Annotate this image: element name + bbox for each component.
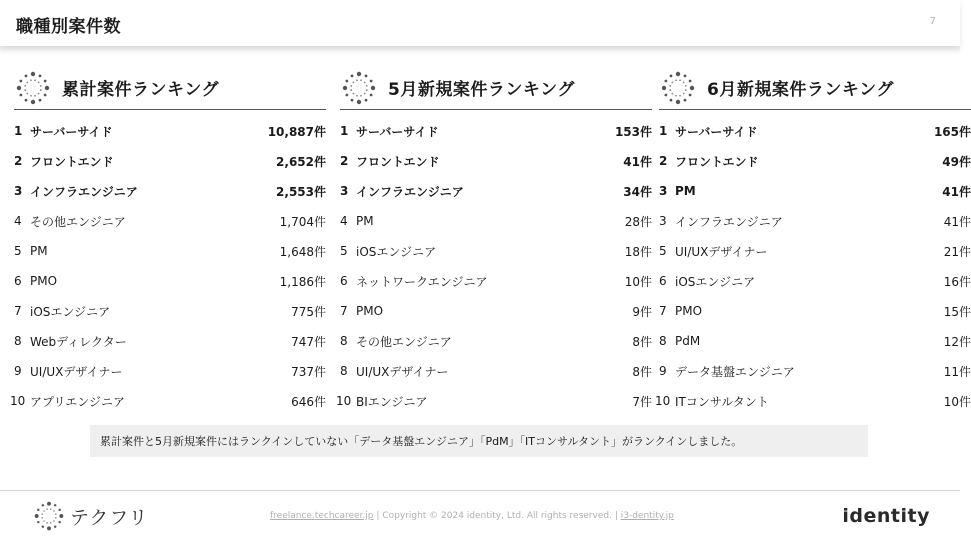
table-row xyxy=(10,386,326,416)
column-heading xyxy=(14,66,326,110)
table-row xyxy=(659,206,971,236)
copyright-text: Copyright © 2024 identity, Ltd. All rights reserved. xyxy=(382,511,612,521)
column-heading-text: 6月新規案件ランキング xyxy=(707,80,894,100)
rank-number: 8 xyxy=(14,334,22,348)
footer-link-techfree[interactable]: freelance.techcareer.jp xyxy=(270,511,374,521)
table-row xyxy=(340,206,652,236)
table-row xyxy=(655,386,971,416)
job-category: インフラエンジニア xyxy=(356,184,464,199)
rank-number: 2 xyxy=(659,154,668,168)
table-row xyxy=(14,176,326,206)
job-category: UI/UXデザイナー xyxy=(30,364,123,379)
ranking-list xyxy=(336,116,652,416)
case-count: 2,553件 xyxy=(276,184,326,199)
rank-number: 7 xyxy=(14,304,22,318)
job-category: UI/UXデザイナー xyxy=(356,364,449,379)
table-row xyxy=(14,206,326,236)
table-row xyxy=(340,116,652,146)
case-count: 21件 xyxy=(943,244,971,259)
rank-number: 5 xyxy=(659,244,667,258)
job-category: フロントエンド xyxy=(356,154,440,169)
case-count: 646件 xyxy=(291,394,326,409)
rank-number: 8 xyxy=(340,364,348,378)
header-shadow-band xyxy=(0,46,960,54)
footer-separator: | xyxy=(376,511,380,521)
dotted-circle-logo-icon xyxy=(16,71,50,105)
job-category: ネットワークエンジニア xyxy=(356,274,488,289)
rank-number: 9 xyxy=(659,364,667,378)
table-row xyxy=(14,236,326,266)
table-row xyxy=(659,266,971,296)
rank-number: 2 xyxy=(14,154,23,168)
case-count: 9件 xyxy=(632,304,652,319)
rank-number: 4 xyxy=(14,214,22,228)
case-count: 11件 xyxy=(943,364,971,379)
case-count: 16件 xyxy=(943,274,971,289)
case-count: 1,186件 xyxy=(279,274,326,289)
case-count: 12件 xyxy=(943,334,971,349)
table-row xyxy=(336,386,652,416)
job-category: PM xyxy=(675,184,696,198)
rank-number: 5 xyxy=(14,244,22,258)
footer-brand[interactable] xyxy=(34,501,148,531)
job-category: PM xyxy=(30,244,48,258)
case-count: 737件 xyxy=(291,364,326,379)
slide-header xyxy=(0,0,960,46)
note-box: 累計案件と5月新規案件にはランクインしていない「データ基盤エンジニア」「PdM」「ITコンサルタント」がランクインしました。 xyxy=(90,425,868,457)
job-category: PMO xyxy=(675,304,703,318)
table-row xyxy=(14,296,326,326)
job-category: アプリエンジニア xyxy=(30,394,125,409)
table-row xyxy=(14,116,326,146)
case-count: 165件 xyxy=(933,124,971,139)
column-heading xyxy=(659,66,971,110)
job-category: データ基盤エンジニア xyxy=(675,364,795,379)
company-logo: identity xyxy=(842,505,930,527)
case-count: 18件 xyxy=(624,244,652,259)
case-count: 2,652件 xyxy=(276,154,326,169)
case-count: 1,704件 xyxy=(279,214,326,229)
rank-number: 9 xyxy=(14,364,22,378)
rank-number: 1 xyxy=(14,124,23,138)
column-heading-text: 5月新規案件ランキング xyxy=(388,80,575,100)
case-count: 34件 xyxy=(623,184,652,199)
case-count: 10,887件 xyxy=(267,124,326,139)
job-category: ITコンサルタント xyxy=(675,394,769,409)
ranking-column-cumulative xyxy=(10,66,326,416)
rank-number: 10 xyxy=(655,394,671,408)
footer-link-identity[interactable]: i3-dentity.jp xyxy=(620,511,674,521)
table-row xyxy=(659,326,971,356)
job-category: PM xyxy=(356,214,374,228)
job-category: iOSエンジニア xyxy=(356,244,437,259)
table-row xyxy=(659,176,971,206)
case-count: 8件 xyxy=(632,334,652,349)
rank-number: 10 xyxy=(336,394,352,408)
job-category: フロントエンド xyxy=(675,154,759,169)
table-row xyxy=(340,236,652,266)
case-count: 41件 xyxy=(942,184,971,199)
job-category: サーバーサイド xyxy=(675,124,758,139)
footer-separator: | xyxy=(614,511,618,521)
job-category: BIエンジニア xyxy=(356,394,428,409)
dotted-circle-logo-icon xyxy=(661,71,695,105)
rank-number: 7 xyxy=(340,304,348,318)
case-count: 49件 xyxy=(942,154,971,169)
column-heading-text: 累計案件ランキング xyxy=(62,80,219,100)
table-row xyxy=(340,146,652,176)
case-count: 747件 xyxy=(291,334,326,349)
case-count: 41件 xyxy=(623,154,652,169)
job-category: iOSエンジニア xyxy=(675,274,756,289)
job-category: インフラエンジニア xyxy=(675,214,783,229)
dotted-circle-logo-icon xyxy=(342,71,376,105)
table-row xyxy=(659,296,971,326)
table-row xyxy=(340,296,652,326)
table-row xyxy=(659,116,971,146)
job-category: その他エンジニア xyxy=(30,214,126,229)
case-count: 7件 xyxy=(632,394,652,409)
case-count: 1,648件 xyxy=(279,244,326,259)
rank-number: 3 xyxy=(340,184,349,198)
rank-number: 6 xyxy=(659,274,667,288)
rank-number: 6 xyxy=(340,274,348,288)
rank-number: 10 xyxy=(10,394,26,408)
table-row xyxy=(340,356,652,386)
table-row xyxy=(14,356,326,386)
rank-number: 6 xyxy=(14,274,22,288)
case-count: 10件 xyxy=(624,274,652,289)
ranking-list xyxy=(655,116,971,416)
table-row xyxy=(340,266,652,296)
job-category: サーバーサイド xyxy=(30,124,113,139)
table-row xyxy=(14,326,326,356)
dotted-circle-logo-icon xyxy=(34,501,64,531)
job-category: Webディレクター xyxy=(30,334,127,349)
table-row xyxy=(340,176,652,206)
rank-number: 2 xyxy=(340,154,349,168)
table-row xyxy=(659,236,971,266)
page-title: 職種別案件数 xyxy=(16,17,121,37)
ranking-list xyxy=(10,116,326,416)
rank-number: 8 xyxy=(340,334,348,348)
job-category: PdM xyxy=(675,334,701,348)
job-category: その他エンジニア xyxy=(356,334,452,349)
job-category: フロントエンド xyxy=(30,154,114,169)
rank-number: 3 xyxy=(14,184,23,198)
ranking-column-june xyxy=(655,66,971,416)
job-category: PMO xyxy=(356,304,384,318)
case-count: 10件 xyxy=(943,394,971,409)
case-count: 775件 xyxy=(291,304,326,319)
rank-number: 3 xyxy=(659,214,667,228)
table-row xyxy=(340,326,652,356)
case-count: 15件 xyxy=(943,304,971,319)
column-heading xyxy=(340,66,652,110)
rank-number: 1 xyxy=(340,124,349,138)
rank-number: 5 xyxy=(340,244,348,258)
table-row xyxy=(659,356,971,386)
case-count: 28件 xyxy=(624,214,652,229)
rank-number: 7 xyxy=(659,304,667,318)
job-category: UI/UXデザイナー xyxy=(675,244,768,259)
page-number: 7 xyxy=(929,16,936,27)
case-count: 41件 xyxy=(943,214,971,229)
rank-number: 8 xyxy=(659,334,667,348)
rank-number: 4 xyxy=(340,214,348,228)
job-category: PMO xyxy=(30,274,58,288)
footer-links xyxy=(270,511,674,521)
ranking-column-may xyxy=(336,66,652,416)
job-category: サーバーサイド xyxy=(356,124,439,139)
job-category: iOSエンジニア xyxy=(30,304,111,319)
table-row xyxy=(14,146,326,176)
table-row xyxy=(659,146,971,176)
rank-number: 3 xyxy=(659,184,668,198)
rank-number: 1 xyxy=(659,124,668,138)
table-row xyxy=(14,266,326,296)
brand-name: テクフリ xyxy=(70,506,149,529)
case-count: 8件 xyxy=(632,364,652,379)
case-count: 153件 xyxy=(614,124,652,139)
job-category: インフラエンジニア xyxy=(30,184,138,199)
footer-divider xyxy=(0,490,960,491)
